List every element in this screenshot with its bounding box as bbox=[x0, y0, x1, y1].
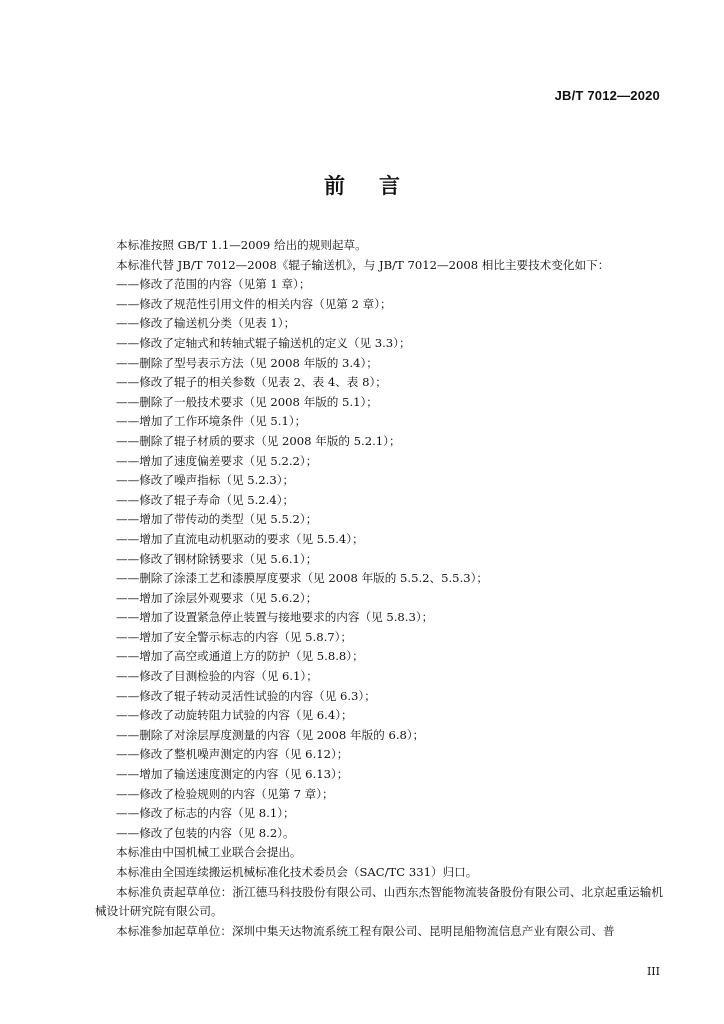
change-item: ——修改了动旋转阻力试验的内容（见 6.4）； bbox=[116, 708, 353, 723]
change-item: ——修改了噪声指标（见 5.2.3）； bbox=[116, 473, 295, 488]
foreword-body bbox=[95, 236, 663, 941]
change-item: ——修改了包装的内容（见 8.2）。 bbox=[116, 825, 295, 840]
change-item: ——修改了辊子转动灵活性试验的内容（见 6.3）； bbox=[116, 688, 376, 703]
change-item: ——删除了型号表示方法（见 2008 年版的 3.4）； bbox=[116, 355, 378, 370]
change-item: ——修改了输送机分类（见表 1）； bbox=[116, 316, 296, 331]
change-item: ——修改了范围的内容（见第 1 章）； bbox=[116, 277, 311, 292]
change-item: ——修改了整机噪声测定的内容（见 6.12）； bbox=[116, 747, 349, 762]
change-item: ——增加了涂层外观要求（见 5.6.2）； bbox=[116, 590, 318, 605]
page-title: 前言 bbox=[324, 174, 434, 198]
change-item: ——增加了速度偏差要求（见 5.2.2）； bbox=[116, 453, 318, 468]
change-item: ——增加了高空或通道上方的防护（见 5.8.8）； bbox=[116, 649, 364, 664]
participating-drafters-paragraph: 本标准参加起草单位：深圳中集天达物流系统工程有限公司、昆明昆船物流信息产业有限公司、普 bbox=[116, 923, 615, 938]
proposer-paragraph: 本标准由中国机械工业联合会提出。 bbox=[116, 845, 302, 860]
change-item: ——增加了直流电动机驱动的要求（见 5.5.4）； bbox=[116, 531, 364, 546]
change-item: ——修改了辊子的相关参数（见表 2、表 4、表 8）； bbox=[116, 375, 387, 390]
lead-drafters-paragraph: 本标准负责起草单位：浙江德马科技股份有限公司、山西东杰智能物流装备股份有限公司、北京起重运输机械设计研究院有限公司。 bbox=[95, 884, 663, 919]
change-item: ——删除了涂漆工艺和漆膜厚度要求（见 2008 年版的 5.5.2、5.5.3）； bbox=[116, 571, 489, 586]
change-item: ——修改了钢材除锈要求（见 5.6.1）； bbox=[116, 551, 318, 566]
change-item: ——修改了辊子寿命（见 5.2.4）； bbox=[116, 492, 295, 507]
change-item: ——修改了规范性引用文件的相关内容（见第 2 章）； bbox=[116, 296, 392, 311]
change-item: ——修改了标志的内容（见 8.1）； bbox=[116, 806, 295, 821]
change-list bbox=[95, 275, 663, 843]
change-item: ——删除了辊子材质的要求（见 2008 年版的 5.2.1）； bbox=[116, 433, 401, 448]
change-item: ——修改了定轴式和转轴式辊子输送机的定义（见 3.3）； bbox=[116, 335, 411, 350]
change-item: ——修改了检验规则的内容（见第 7 章）； bbox=[116, 786, 334, 801]
document-number: JB/T 7012—2020 bbox=[554, 88, 660, 103]
change-item: ——增加了设置紧急停止装置与接地要求的内容（见 5.8.3）； bbox=[116, 610, 434, 625]
change-item: ——增加了带传动的类型（见 5.5.2）； bbox=[116, 512, 318, 527]
intro-paragraph: 本标准按照 GB/T 1.1—2009 给出的规则起草。 bbox=[116, 238, 367, 252]
change-item: ——删除了一般技术要求（见 2008 年版的 5.1）； bbox=[116, 394, 378, 409]
change-item: ——增加了安全警示标志的内容（见 5.8.7）； bbox=[116, 629, 353, 644]
change-item: ——删除了对涂层厚度测量的内容（见 2008 年版的 6.8）； bbox=[116, 727, 425, 742]
committee-paragraph: 本标准由全国连续搬运机械标准化技术委员会（SAC/TC 331）归口。 bbox=[116, 865, 478, 879]
change-item: ——修改了目测检验的内容（见 6.1）； bbox=[116, 669, 318, 684]
intro-paragraph: 本标准代替 JB/T 7012—2008《辊子输送机》，与 JB/T 7012—2008 相比主要技术变化如下： bbox=[116, 257, 610, 272]
change-item: ——增加了工作环境条件（见 5.1）； bbox=[116, 414, 307, 429]
change-item: ——增加了输送速度测定的内容（见 6.13）； bbox=[116, 767, 349, 782]
page-number: III bbox=[646, 965, 660, 978]
